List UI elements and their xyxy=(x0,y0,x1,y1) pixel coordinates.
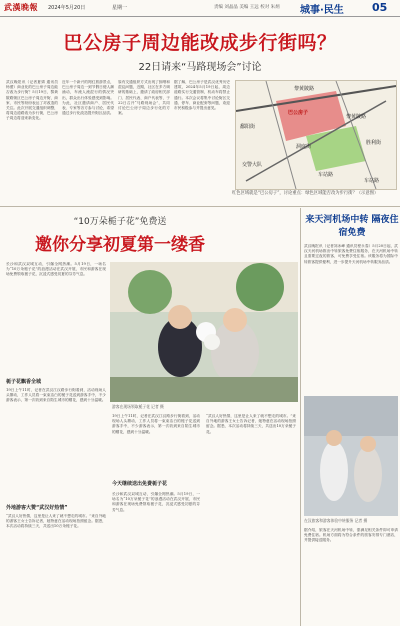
map-caption: 红色区域就是“巴公房子”，讨论重点：绿色区域能否改为步行街？（示意图） xyxy=(232,191,379,196)
map-label-street-mid: 洞庭街 xyxy=(296,144,312,150)
feature-column-4: 19日上午11时，记者在武汉江汉路步行街看到，活动现场人头攒动，工作人员将一束束洁白的栀子花送到游客手中，不少游客表示，第一次收到来自陌生城市的赠花，感到十分温暖。 xyxy=(112,414,200,434)
feature-column-5: “武汉人好热情，这里是让人来了就不想走的城市。”来自外地的游客王女士告诉记者，她特意在活动现场拍照留念。据悉，本次活动将持续三天，共送出10万朵栀子花。 xyxy=(206,414,296,434)
feature-column-1: 长沙和武汉双城互动，引爆全网热潮。5月19日，一场名为“10万朵栀子花”的浪漫活动在武汉开展，市民和游客在现场免费领取栀子花，沉浸式感受初夏的芬芳气息。 xyxy=(6,262,106,277)
editor-credits: 责编 刘晶晶 美编 王远 校对 朱炳 xyxy=(214,5,280,10)
sidebar-headline: 来天河机场中转 隔夜住宿免费 xyxy=(305,215,399,238)
issue-date: 2024年5月20日 xyxy=(48,5,86,11)
column-divider xyxy=(300,208,301,626)
map-label-poi1: 巴公房子 xyxy=(288,110,309,116)
map-label-street-right: 胜利街 xyxy=(366,140,382,146)
map-label-poi2: 黎黄陂路 xyxy=(346,114,367,120)
feature-headline: 邀你分享初夏第一缕香 xyxy=(35,235,205,255)
lead-headline: 巴公房子周边能改成步行街吗？ xyxy=(63,32,337,54)
lead-column-4: 据了解，巴公房子是武汉优秀历史建筑，2024年5月19日起，周边道路实行交通管制，机动车将禁止通行。本次会议将集中讨论街区交通、停车、商业配套等问题，欢迎市民积极参与并提出意见。 xyxy=(174,80,230,111)
lead-subhead: 22日请来“马路现场会”讨论 xyxy=(138,62,262,73)
page-number: 05 xyxy=(372,1,388,14)
map-graphic xyxy=(236,81,396,189)
feature-subhead-3: 今天继续送出免费栀子花 xyxy=(112,481,168,487)
feature-kicker: “10万朵栀子花”免费送 xyxy=(73,217,167,227)
map-label-poi4: 车站路 xyxy=(364,178,380,184)
feature-column-6: 长沙和武汉双城互动，引爆全网热潮。5月19日，一场名为“10万朵栀子花”的浪漫活动在武汉开展，市民和游客在现场免费领取栀子花，沉浸式感受初夏的芬芳气息。 xyxy=(112,492,200,512)
airport-photo-caption: 在汉旅客和游客体验中转服务 记者 摄 xyxy=(304,518,368,523)
map-label-street-bottom: 车站路 xyxy=(318,172,334,178)
feature-column-2: 19日上午11时，记者在武汉江汉路步行街看到，活动现场人头攒动，工作人员将一束束洁白的栀子花送到游客手中，不少游客表示，第一次收到来自陌生城市的赠花，感到十分温暖。 xyxy=(6,388,106,403)
map-label-street-top: 黎黄陂路 xyxy=(294,86,315,92)
section-title: 城事·民生 xyxy=(300,5,344,16)
flower-photo-caption: 游客在现场领取栀子花 记者 摄 xyxy=(112,404,164,409)
sidebar-body-2: 据介绍，旅客在天河机场中转，需满足相关条件即可申请免费住宿。机场方面将为符合条件的旅客安排专门酒店，并提供接送服务。 xyxy=(304,528,398,543)
sidebar-body: 武汉晚报讯（记者刘冰峰 通讯员程永春）5月20日起，武汉天河机场推出中转旅客免费住宿服务，在天河机场中转且需要过夜的旅客，可免费享受住宿。该服务将为国际中转旅客提供便利，进一步提升天河机场中转服务品质。 xyxy=(304,244,398,264)
lead-column-1: 武汉晚报讯（记者夏婧 通讯员杨蕾）商业化的巴公房子周边能否改为步行街？5月19日，黎黄陂路街区巴公房子周边开街，商家、市民等纷纷表达了对改造的关注。此次开展交通组织调整，将周边道路改为步行街，巴公房子周边将迎来新变化。 xyxy=(6,80,58,121)
issue-weekday: 星期一 xyxy=(112,5,128,11)
feature-subhead-1: 栀子花飘香全城 xyxy=(6,379,42,385)
map-label-poi3: 交警大队 xyxy=(242,162,263,168)
feature-column-3: “武汉人好热情，这里是让人来了就不想走的城市。”来自外地的游客王女士告诉记者，她特意在活动现场拍照留念。据悉，本次活动将持续三天，共送出10万朵栀子花。 xyxy=(6,514,106,529)
flower-event-photo xyxy=(110,262,298,402)
airport-photo xyxy=(304,396,398,516)
flower-photo-graphic xyxy=(110,262,298,402)
newspaper-logo: 武漢晚報 xyxy=(4,3,38,12)
section-divider xyxy=(0,206,400,207)
lead-column-2: 近年一个新兴的网红旅游景点，巴公房子周边一到节假日便人潮涌动，车流人流混行的情况突出，群众出行体验感受到影响。为此，社区邀请商户、居民代表、专家等各方参与讨论，希望通过步行化改造提升街区品质。 xyxy=(62,80,114,116)
lead-column-3: 原有交通组织方式出现了拥堵和混乱问题，近期，社区在多方调研的基础上，邀请了政府相关部门、居民代表、商户代表等，于22日召开“马路现场会”，共同讨论巴公房子周边步行化的方案。 xyxy=(118,80,170,116)
masthead xyxy=(0,0,400,17)
street-map xyxy=(235,80,397,190)
feature-subhead-2: 外地游客大赞“武汉好热情” xyxy=(6,505,68,511)
map-label-street-left: 鄱阳街 xyxy=(240,124,256,130)
airport-photo-graphic xyxy=(304,396,398,516)
